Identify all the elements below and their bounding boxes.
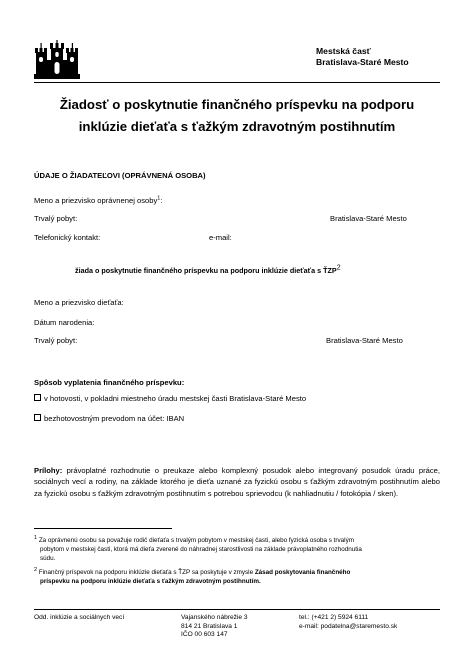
payment-option-cash[interactable] (34, 394, 306, 404)
request-subtitle (75, 266, 341, 276)
applicant-name-colon: : (160, 196, 163, 205)
footnote-2-line-2: príspevku na podporu inklúzie dieťaťa s ťažkým zdravotným postihnutím. (40, 577, 261, 585)
footnote-2 (34, 566, 440, 587)
footer-phone: tel.: (+421 2) 5924 6111 (299, 614, 369, 621)
transfer-checkbox[interactable] (34, 414, 41, 421)
applicant-email-label: e-mail: (209, 233, 232, 242)
footnote-1-number: 1 (34, 534, 38, 541)
footnote-separator (34, 528, 172, 529)
coat-of-arms-logo (34, 40, 80, 80)
title-line-1: Žiadosť o poskytnutie finančného príspevku na podporu (59, 97, 415, 112)
footer-rule (34, 609, 440, 610)
attachments-label: Prílohy: (34, 466, 63, 475)
payment-heading: Spôsob vyplatenia finančného príspevku: (34, 378, 185, 387)
footnote-1-line-1: Za oprávnenú osobu sa považuje rodič dieťaťa s trvalým pobytom v mestskej časti, alebo fyzická osoba s trvalým (38, 537, 354, 544)
footnote-ref-2: 2 (336, 264, 341, 272)
organization-name (316, 46, 409, 68)
document-title (30, 94, 444, 138)
applicant-name-label (34, 196, 162, 206)
footnote-ref-1: 1 (157, 195, 161, 202)
footer-department: Odd. inklúzie a sociálnych vecí (34, 614, 125, 621)
attachments-text: právoplatné rozhodnutie o preukaze alebo komplexný posudok alebo integrovaný posudok úradu práce, sociálnych vecí a rodiny, na základe ktorého je dieťa uznané za fyzickú osobu s ťažkým zdravotným postihnutím alebo za fyzickú osobu s ťažkým zdravotným postihnutím s potrebou sprievodcu (k nahliadnutiu / fotokópia / sken). (34, 466, 440, 498)
payment-option-transfer-label: bezhotovostným prevodom na účet: IBAN (44, 414, 185, 423)
footer-city: 814 21 Bratislava 1 (181, 622, 238, 630)
footnote-1 (34, 534, 440, 563)
request-subtitle-text: žiada o poskytnutie finančného príspevku na podporu inklúzie dieťaťa s ŤZP (75, 266, 337, 275)
child-address-value: Bratislava-Staré Mesto (326, 336, 403, 345)
payment-option-transfer[interactable] (34, 414, 184, 424)
applicant-name-text: Meno a priezvisko oprávnenej osoby (34, 196, 158, 205)
applicant-heading: ÚDAJE O ŽIADATEĽOVI (OPRÁVNENÁ OSOBA) (34, 171, 206, 180)
footer-street: Vajanského nábrežie 3 (181, 614, 248, 621)
child-birth-label: Dátum narodenia: (34, 318, 95, 327)
child-address-label: Trvalý pobyt: (34, 336, 78, 345)
child-name-label: Meno a priezvisko dieťaťa: (34, 298, 124, 307)
footnote-2-line-1: Finančný príspevok na podporu inklúzie dieťaťa s ŤZP sa poskytuje v zmysle (38, 569, 255, 576)
header-rule (34, 82, 440, 83)
footer-contact (299, 614, 397, 631)
footnote-2-number: 2 (34, 566, 38, 573)
footnote-1-line-3: súdu. (40, 554, 56, 562)
footnote-1-line-2: pobytom v mestskej časti, ktorá má dieťa zverené do náhradnej starostlivosti na základe právoplatného rozhodnutia (40, 545, 362, 553)
applicant-address-label: Trvalý pobyt: (34, 214, 78, 223)
organization-line-1: Mestská časť (316, 46, 371, 56)
organization-line-2: Bratislava-Staré Mesto (316, 57, 409, 67)
attachments-paragraph (34, 465, 440, 499)
cash-checkbox[interactable] (34, 394, 41, 401)
payment-option-cash-label: v hotovosti, v pokladni miestneho úradu mestskej časti Bratislava-Staré Mesto (44, 394, 307, 403)
footer-email: e-mail: podatelna@staremesto.sk (299, 622, 398, 630)
footer-ico: IČO 00 603 147 (181, 631, 228, 639)
footnote-2-line-1-bold: Zásad poskytovania finančného (254, 569, 351, 576)
footer-address (181, 614, 248, 640)
title-line-2: inklúzie dieťaťa s ťažkým zdravotným postihnutím (78, 119, 396, 134)
applicant-phone-label: Telefonický kontakt: (34, 233, 101, 242)
applicant-address-value: Bratislava-Staré Mesto (330, 214, 407, 223)
